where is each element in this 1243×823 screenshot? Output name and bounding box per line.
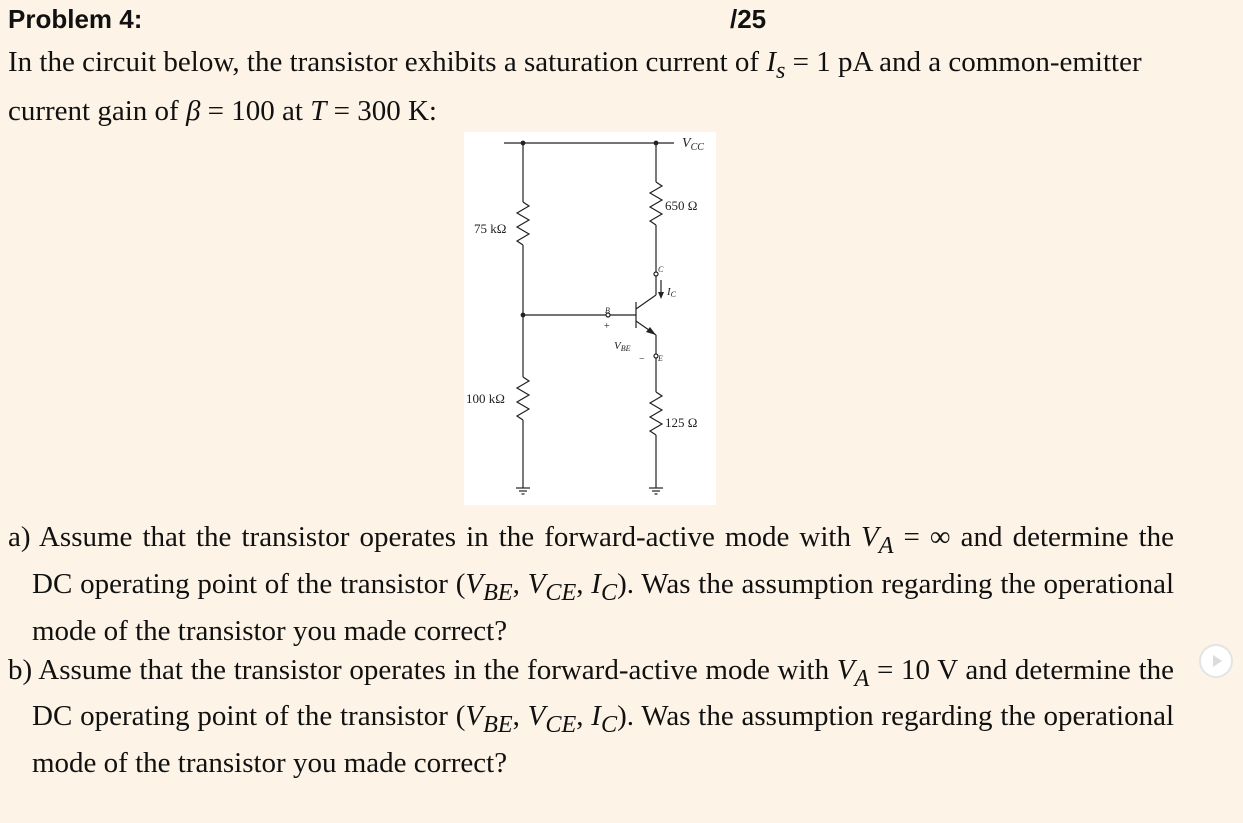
va-subscript: A <box>854 664 870 692</box>
node-e-label: E <box>658 354 663 363</box>
re-label: 125 Ω <box>665 415 698 430</box>
questions <box>8 518 1174 783</box>
ic-subscript: C <box>600 578 618 606</box>
play-icon <box>1201 646 1231 676</box>
node-b-label: B <box>605 306 610 315</box>
question-b <box>8 651 1174 784</box>
r2-label: 100 kΩ <box>466 391 505 406</box>
circuit-labels <box>466 136 704 430</box>
intro-text-1: In the circuit below, the transistor exhibits a saturation current of <box>8 46 767 78</box>
ic-symbol: I <box>591 567 601 600</box>
va-symbol: V <box>861 521 879 553</box>
separator: , <box>576 700 592 733</box>
circuit-diagram <box>464 132 716 505</box>
vbe-subscript: BE <box>483 711 513 739</box>
vbe-minus-sign: − <box>639 354 645 365</box>
separator: , <box>512 700 528 733</box>
is-symbol: I <box>766 46 777 78</box>
vce-symbol: V <box>527 700 546 733</box>
vbe-symbol: V <box>465 567 484 600</box>
question-a-text-2: = ∞ and determine the DC operating point of the transistor ( <box>32 521 1174 600</box>
vbe-subscript: BE <box>483 578 513 606</box>
vbe-plus-sign: + <box>604 321 610 332</box>
node-c-label: C <box>658 265 664 274</box>
r1-label: 75 kΩ <box>474 221 507 236</box>
question-a-text-3: ). Was the assumption regarding the operational mode of the transistor you made correct? <box>32 567 1174 647</box>
problem-title: Problem 4: <box>8 4 143 34</box>
problem-points: /25 <box>730 4 767 34</box>
separator: , <box>576 567 592 600</box>
circuit-wires <box>504 143 674 494</box>
separator: , <box>512 567 528 600</box>
ic-subscript: C <box>600 711 618 739</box>
question-a-text-1: a) Assume that the transistor operates in the forward-active mode with <box>8 521 861 553</box>
ic-label: IC <box>667 286 677 299</box>
ic-symbol: I <box>591 700 601 733</box>
beta-symbol: β <box>185 94 201 127</box>
circuit-markers <box>521 141 664 335</box>
intro-text-3: = 100 at <box>200 94 311 127</box>
is-subscript: s <box>776 56 786 84</box>
rc-label: 650 Ω <box>665 198 698 213</box>
vbe-label: VBE <box>614 340 631 353</box>
vce-subscript: CE <box>545 578 577 606</box>
intro-text-4: = 300 K: <box>326 94 437 127</box>
vce-subscript: CE <box>545 711 577 739</box>
vcc-label: $V_{CC}$ <box>682 136 704 153</box>
question-b-text-3: ). Was the assumption regarding the operational mode of the transistor you made correct? <box>32 700 1174 780</box>
temperature-symbol: T <box>310 94 327 127</box>
vbe-symbol: V <box>465 700 484 733</box>
intro-text-2: = 1 pA and a common-emitter current gain of <box>8 46 1142 127</box>
problem-statement <box>8 42 1228 131</box>
question-b-text-1: b) Assume that the transistor operates in the forward-active mode with <box>8 653 837 686</box>
vce-symbol: V <box>527 567 546 600</box>
va-subscript: A <box>878 531 894 559</box>
question-b-text-2: = 10 V and determine the DC operating point of the transistor ( <box>32 653 1174 733</box>
va-symbol: V <box>836 653 855 686</box>
question-a <box>8 518 1174 651</box>
play-button[interactable] <box>1199 644 1233 678</box>
